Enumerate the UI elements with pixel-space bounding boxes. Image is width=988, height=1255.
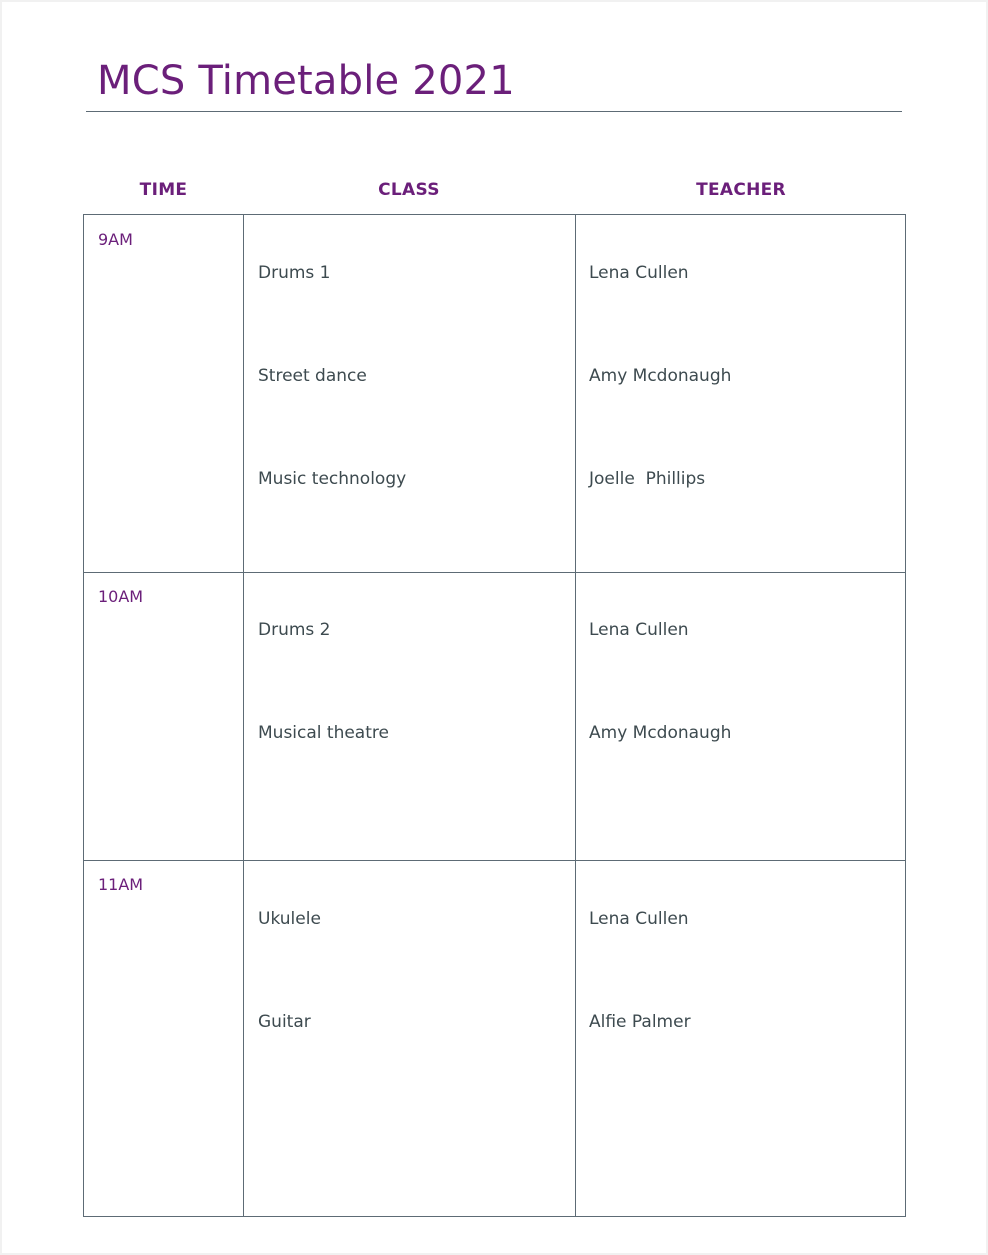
- title-divider: [86, 111, 902, 112]
- page-title: MCS Timetable 2021: [97, 58, 515, 104]
- grid-divider-class-teacher: [575, 215, 576, 1216]
- column-header-time: TIME: [139, 180, 188, 200]
- class-name: Ukulele: [258, 909, 321, 929]
- teacher-name: Amy Mcdonaugh: [589, 723, 732, 743]
- teacher-name: Lena Cullen: [589, 909, 689, 929]
- class-name: Street dance: [258, 366, 367, 386]
- grid-divider-time-class: [243, 215, 244, 1216]
- grid-divider-row-1: [84, 572, 905, 573]
- time-label: 9AM: [98, 230, 133, 249]
- class-name: Musical theatre: [258, 723, 389, 743]
- class-name: Drums 1: [258, 263, 331, 283]
- timetable-grid: [83, 214, 906, 1217]
- teacher-name: Joelle Phillips: [589, 469, 706, 489]
- grid-divider-row-2: [84, 860, 905, 861]
- class-name: Music technology: [258, 469, 407, 489]
- class-name: Drums 2: [258, 620, 331, 640]
- teacher-name: Alfie Palmer: [589, 1012, 691, 1032]
- time-label: 11AM: [98, 875, 144, 894]
- teacher-name: Lena Cullen: [589, 620, 689, 640]
- teacher-name: Lena Cullen: [589, 263, 689, 283]
- timetable-page: [2, 2, 986, 1253]
- time-label: 10AM: [98, 587, 144, 606]
- teacher-name: Amy Mcdonaugh: [589, 366, 732, 386]
- column-header-teacher: TEACHER: [696, 180, 786, 200]
- column-header-class: CLASS: [378, 180, 440, 200]
- class-name: Guitar: [258, 1012, 311, 1032]
